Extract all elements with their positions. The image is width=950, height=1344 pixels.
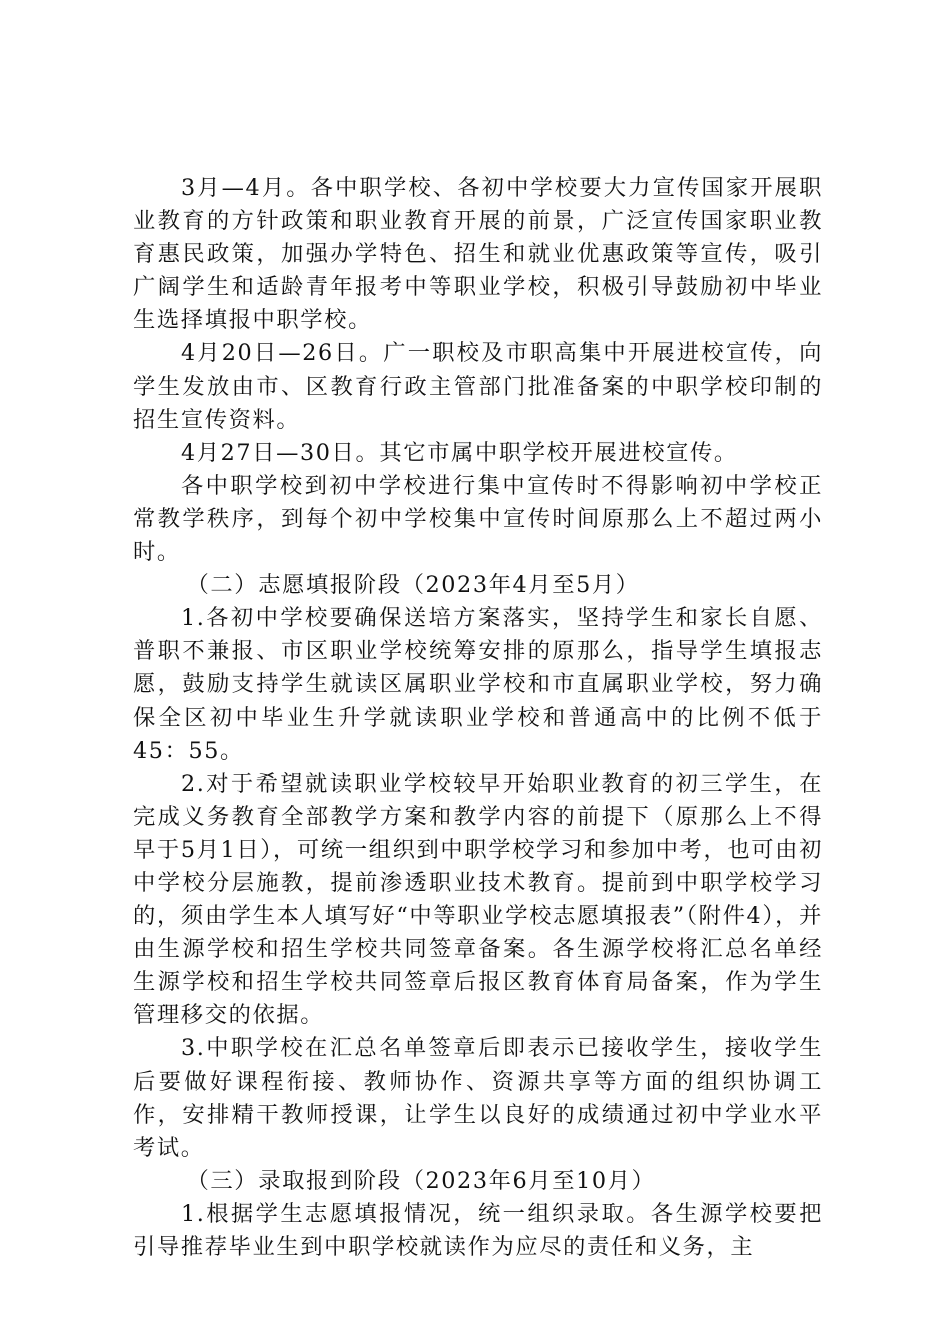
document-body	[133, 172, 823, 1264]
paragraph-item-3-acceptance: 3.中职学校在汇总名单签章后即表示已接收学生，接收学生后要做好课程衔接、教师协作、资源共享等方面的组织协调工作，安排精干教师授课，让学生以良好的成绩通过初中学业水平考试。	[133, 1035, 823, 1161]
paragraph-item-2-early-vocational: 2.对于希望就读职业学校较早开始职业教育的初三学生，在完成义务教育全部教学方案和教学内容的前提下（原那么上不得早于5月1日），可统一组织到中职学校学习和参加中考，也可由初中学校分层施教，提前渗透职业技术教育。提前到中职学校学习的，须由学生本人填写好“中等职业学校志愿填报表”（附件4），并由生源学校和招生学校共同签章备案。各生源学校将汇总名单经生源学校和招生学校共同签章后报区教育体育局备案，作为学生管理移交的依据。	[133, 770, 823, 1029]
paragraph-april-20-26: 4月20日—26日。广一职校及市职高集中开展进校宣传，向学生发放由市、区教育行政主管部门批准备案的中职学校印制的招生宣传资料。	[133, 340, 823, 433]
paragraph-april-27-30: 4月27日—30日。其它市属中职学校开展进校宣传。	[180, 439, 738, 466]
section-heading-application-stage: （二）志愿填报阶段（2023年4月至5月）	[186, 572, 640, 599]
paragraph-publicity-rules: 各中职学校到初中学校进行集中宣传时不得影响初中学校正常教学秩序，到每个初中学校集中宣传时间原那么上不超过两小时。	[133, 472, 823, 566]
paragraph-item-1-application: 1.各初中学校要确保送培方案落实，坚持学生和家长自愿、普职不兼报、市区职业学校统筹安排的原那么，指导学生填报志愿，鼓励支持学生就读区属职业学校和市直属职业学校，努力确保全区初中毕业生升学就读职业学校和普通高中的比例不低于45：55。	[133, 605, 823, 764]
section-heading-admission-stage: （三）录取报到阶段（2023年6月至10月）	[186, 1167, 656, 1194]
paragraph-item-1-admission: 1.根据学生志愿填报情况，统一组织录取。各生源学校要把引导推荐毕业生到中职学校就读作为应尽的责任和义务，主	[133, 1200, 823, 1260]
paragraph-march-april-publicity: 3月—4月。各中职学校、各初中学校要大力宣传国家开展职业教育的方针政策和职业教育开展的前景，广泛宣传国家职业教育惠民政策，加强办学特色、招生和就业优惠政策等宣传，吸引广阔学生和适龄青年报考中等职业学校，积极引导鼓励初中毕业生选择填报中职学校。	[133, 175, 823, 334]
